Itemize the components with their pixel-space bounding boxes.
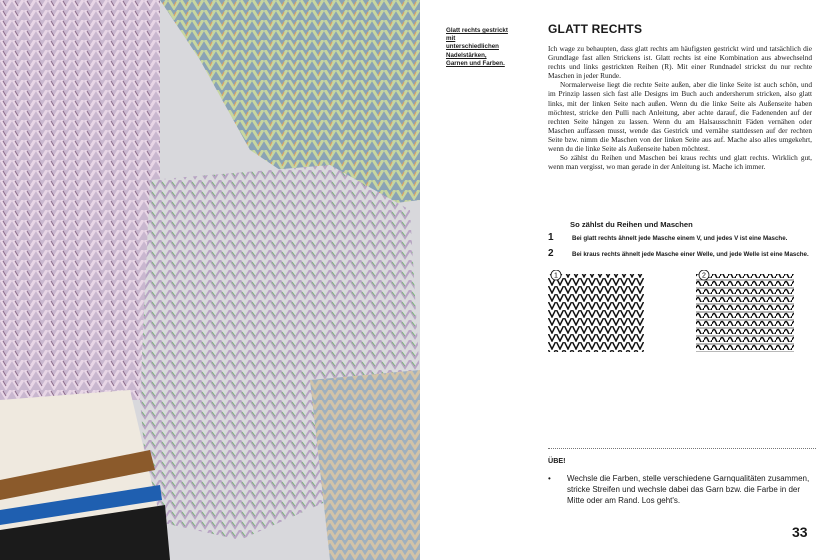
text-page (420, 0, 840, 560)
photo-caption: Glatt rechts gestrickt mit unterschiedlichen Nadelstärken, Garnen und Farben. (446, 27, 508, 67)
exercise-title: ÜBE! (548, 456, 566, 465)
paragraph: So zählst du Reihen und Maschen bei kraus rechts und glatt rechts. Wirklich gut, wenn man vergisst, wo man gerade in der Anleitung ist. Mache ich immer. (548, 153, 812, 172)
page-number: 33 (792, 524, 808, 540)
step-number: 2 (548, 248, 554, 259)
stockinette-stitch-diagram (548, 270, 644, 359)
figure-label: 1 (554, 272, 558, 280)
step-text: Bei kraus rechts ähnelt jede Masche einer Welle, und jede Welle ist eine Masche. (572, 251, 809, 258)
paragraph: Ich wage zu behaupten, dass glatt rechts am häufigsten gestrickt wird und tatsächlich die Grundlage fast allen Strickens ist. Glatt rechts ist eine Kombination aus abwechselnd rechts und links gestrickten Reihen (R). Mit einer Rundnadel strickst du nur rechte Maschen in jeder Runde. (548, 44, 812, 81)
counting-title: So zählst du Reihen und Maschen (570, 220, 693, 229)
paragraph: Normalerweise liegt die rechte Seite außen, aber die linke Seite ist auch schön, und im Prinzip lassen sich fast alle Designs im Buch auch andersherum stricken, also glatt links, mit der linken Seite nach außen. Wenn du die linke Seite als Außenseite haben möchtest, stricke den Pulli nach Anleitung, aber achte darauf, die Fadenenden auf der rechten Seite hängen zu lassen. Wenn du am Halsausschnitt Fäden vernähen oder Maschen auffassen musst, wende das Gestrick und vernähe stattdessen auf der rechten Seite bzw. nimm die Maschen von der linken Seite aus auf. Mache also alles umgekehrt, wenn du die linke Seite als Außenseite haben möchtest. (548, 80, 812, 154)
garter-stitch-diagram (696, 270, 794, 359)
divider (548, 448, 816, 449)
body-text (548, 44, 812, 171)
step-number: 1 (548, 232, 554, 243)
bullet: • (548, 474, 551, 483)
section-title: GLATT RECHTS (548, 22, 643, 36)
exercise-text: Wechsle die Farben, stelle verschiedene Garnqualitäten zusammen, stricke Streifen und wechsle dabei das Garn bzw. die Farbe in der Mitte oder am Rand. Los geht's. (567, 474, 810, 505)
step-text: Bei glatt rechts ähnelt jede Masche einem V, und jedes V ist eine Masche. (572, 235, 788, 242)
figure-label: 2 (702, 272, 706, 280)
